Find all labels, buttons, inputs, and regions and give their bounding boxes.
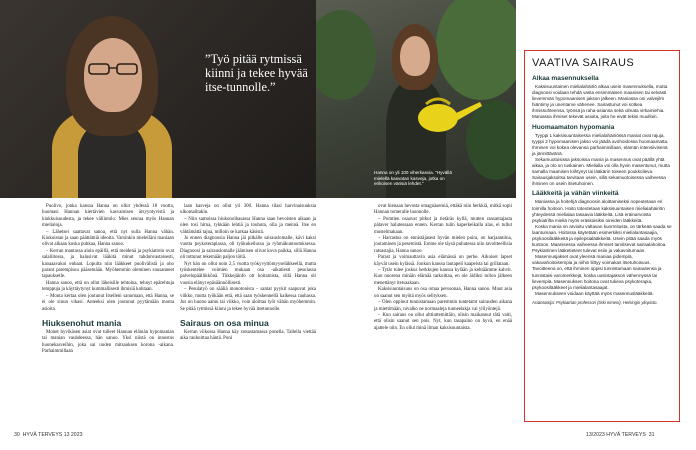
page-number: 31 [648,432,655,438]
photo-caption: Hanna on yli 100 viherkasvia. ”Hyvällä mielellä kasvatan kasveja, jotka on erikoisen värisiä lehdet.” [374,170,452,187]
sidebar-paragraph: Tyyppi 1 kaksisuuntaisessa mielialahäiriössä maniat ovat rajuja, tyyppi 2 hypomaanisen jakso voi jäädä avohoidossa huomaamatta. Ihminen voi kokea olevansa parhaimmillaan, elämän intensiivisenä ja jännittävänä. [532,132,669,156]
sidebar-paragraph: Sekamuotoisissa jaksoissa mania ja masennus ovat päällä yhtä aikaa, ja olo on tuskainen. Mielialla voi olla hyvin masentunut, mutta samalla maanisen kiihtynyt tai lääkärin toiseen poukkoileva. Sairausjaksoitsa tarvitaan usein, sillä sekamuotoisessa vaiheessa ihminen on usein itsetuhoinen. [532,156,670,187]
plants-photo [316,0,516,198]
sidebar-paragraph: Maniassa ja hoitehjä diagnoosin aloittamiseksi nopeutetaan eri toimilla hoitoon. Hoito toteutetaan kaksisuuntaisen mielialahäiriön yhteydessä mielialaa tasaavia lääkkeitä. Lisä eräinarvoista psykiatrilta mieliä myös eräskoisiksi oireiden lääkkeitä. [532,199,665,223]
paragraph: Hanna sanoo, että on ollut läheisille tehtoina, tehnyt epärehtuja temppuja ja käyttäytynyt kummallisesti ihmisiä kohtaan. [42,280,174,293]
section-heading: Hiuksenohut mania [42,317,122,328]
sidebar-paragraph: Masennusjakset ovat yleensä maniaa pidempiä, vakavahoitoisempia ja niihin liittyy voimakas itsetuhoisuus. Tavoitteena on, että ihminen oppisi tunnistamaan sairautensa ja tunnistaisi varomerkkejä, koska uusintajakson vähennyssä tai lievempiä. Masennuksen hoitona ovat tukeva psykoterapia, psykoosilääkkeet ja mielialantasaajat. [532,254,662,290]
paragraph: – Harrastus on ennistäjasest hyvän mielen puira, on harjaamiina, jootaminen ja pesemistä. Emme ole täysä puhutessa niin tavoitteellisia ratsastajia, Hanna sanoo. [374,236,512,254]
paragraph: – Monta kertaa olen joutunut Itselleni sanomaan, että Hanna, se ei ole sinun vikasi. Anteeksi olen joutunut pyytämään monta asioita. [42,293,174,312]
paragraph: laan kasveja on ollut yli 300. Hanna tilasi harvinaisuuksia ulkomailtakin. [180,204,316,216]
paragraph: Kerran viikossa Hanna käy ratsastamassa ponella. Tallella viettää aika rauhoittaa häntä. Poni [180,329,316,342]
paragraph: – Lähetsei saattavat sanoa, että nyt sulla Hanna vähän. Kiukuistan ja saan päättämiä ideoita. Varsinkin mielelläni maniaan olivat alkaan koska puhkaa, Hanna sanoo. [42,229,174,248]
left-column-2 [180,204,316,343]
paragraph: Parast ja voimauttavin asia elämässä on perhe. Aikuiset lapset käyvät usein kylässä. Jonkun kanssa lautapeli kaapeista tai grillataan. [374,255,512,267]
sidebar-title: VAATIVA SAIRAUS [532,57,635,69]
sidebar-paragraph: Masennukseen voidaan käyttää myös masennuslääkkeitä. [535,290,654,296]
info-sidebar [524,50,680,422]
sidebar-heading: Huomaamaton hypomania [532,123,615,131]
paragraph: – Kerran mantassa aloin epäillä, että meidenä ja psykiatrein ovat salaliitossa, ja halusivat lääkitä minut tahdonvastaisesti, kaoaaavakoi enbaat. Lopulta niin lääkkeet puolivälistä ja oho parant parempisuu pääsemään. Myöhemmin oleminen suusanneet tapauksetle. [42,248,174,280]
left-column-1 [42,204,174,356]
paragraph: Nyt hän on ollut noin 2,5 vuotta työkyvyttömyyseläkkeellä, mutta työskentelee voimien mukaan osa -aikatiesti pesulassa palvelupäällikkönä. Tiikkejäinfo ott hoitamista, sillä Hanna oli vuosia elänyt epäsäännöllisesti. [180,261,316,286]
portrait-photo [0,0,348,198]
sidebar-heading: Lääkkeitä ja vähän viinkeitä [532,190,619,198]
paragraph: ovat hienaan hevosta omagnäsemiä, ettäkä niin herkkiä, mitkä sopii Hannan tomeralle luonnolle. [374,204,512,216]
paragraph: – Kun sairaus on ollut alttiuttemittäin, olisin maikannut tätä vaiti, että olisin saanut sen pois. Nyt, kun tasapaino on hyvä, en enää ajattele niin. En ollut minä ilman kaksisuuntaista. [374,312,512,331]
person-face [84,38,142,112]
footer-text: HYVÄ TERVEYS 13 2023 [22,432,83,438]
plant-leaves [436,0,516,100]
page-number-left [14,432,82,438]
glasses-icon [88,62,138,74]
paragraph: – Pomtien osaavat pitkut ja tietäräs kyllä, mutten ransantajasta pätaver halutessaan ennen. Kerran tulin kaperkeikalla alas, ei tullut mustelmakaan. [374,216,512,235]
page-number: 30 [14,432,20,438]
watering-can-icon [414,96,484,136]
pull-quote: ”Työ pitää rytmissä kiinni ja tekee hyvää itse-tunnolle.” [205,52,308,94]
page-number-right [586,432,654,438]
paragraph: – Niin samoissa hiukonoibasassa Hanna saan hevoisten aikaan ja olen tosi hirna, tykkään lehtiä ja touhuta, olla ja mennä. Itse en vähtämättä tajua, milloin se karkaa käsistä. [180,216,316,235]
section-heading: Sairaus on osa minua [180,317,269,328]
paragraph: Kaksisuuntaisuus on osa omaa persoonaa, Hanna sanoo. Muut asia on saanut sen myötä myös selityksen. [374,287,512,299]
plant-leaves [316,10,376,100]
sidebar-paragraph: Kaksisuuntainen mielialahäiriö alkaa usein masennuksella, mutta diagnoosi voidaan tehdä vasta ensimmäisen maanisen tai selvästi lievemmän hypomaanisen jakson jälkeen. Maniassa oni valvejilm hiäntimy ja unentarve vähenee. Sairastunut voi sotkea ihmissuhteensa, työnsä ja raha-asiansa sekä ulmata virkamiehia. Maniassa ihmiset tekevät asioita, joita he eivät tekisi muulloin. [532,84,668,120]
paragraph: – Olen oppinut tunnistamaan paremmin tuntetamt sairauden aikana ja miettimään, nivalko ne normaaleja tunneelakja vai ylilyöntejä. [374,300,512,312]
paragraph: – Tytär tulee joskus herkkujen kanssa kylään ja kehtäämme kahvit. Kun nuorena minäin elämää tarkoittaa, en ole äidiksi tullon jälkeen menettänyt itetsaakaan. [374,268,512,286]
sidebar-heading: Alkaa masennuksella [532,75,599,82]
sidebar-source: Asiantuntija: Psykiatrian professori (tiski nimeni), Helsingin yliopisto. [532,299,658,305]
paragraph: Monet hyvikäsen asiat ovat tulleet Hannan elämän hypomanian tai manian vauhdeessa, hän sanoo. Yksi niistä on innostus huonekasveihin, joka sai uuden mitsauksen korona -aikana. Parhaimmillaan [42,329,174,355]
paragraph: Puolivo, jonka kanssa Hanna on ollut yhdessä 18 vuotta, huomasi Hannan kiertävien kasvamisen ärsyyntyvistä ja kiukkuisuudesta, ja tekee väliintulo. Mies seuraa myös Hannan mielialoja. [42,204,174,229]
sidebar-paragraph: Koska mania on arvioitu valtavan kuormitusta, on tärkeää saada se laantumaan. Hoitossa käytetään esimerkiksi mielialantasaajia, psykoosilääkkeitä ja epilepsialääkkeitä. Usein pitää saada myös kuntoon. Maanisessa vaiheessa ihmiset tarvitsevat sairaalahoitoa. Psykiatrinen lääketieteet tulevat esiin ja vakavoitumaan. [532,223,672,254]
paragraph: – Pesulatyö on sääliä monotonista – samat pyykit saapuvat joka viikko, mutta työkään että, että saan työskennellä kaikessa rauhassa. Jos on huono aamu tai viikko, voin aloittaa työt vähän myöhemmin. Se pitää rytmissä kiinni ja tekee hyvää itsetunnolle. [180,287,316,312]
footer-text: 13/2023 HYVÄ TERVEYS [586,432,646,438]
person-face [400,36,430,76]
right-column-1 [374,204,512,332]
paragraph: Jo ennen diagnoosia Hanna jäi pitkälle sairauslomalle, kävi kaksi vuotta psykoterapiassa, oli työkokeilussa ja ryhmäkuntoutuksessa. Diagnoosi ja sairauslomalle jäämisen olivat kova paikka, sillä Hanna oli tottunut tekemään paljon töitä. [180,236,316,261]
